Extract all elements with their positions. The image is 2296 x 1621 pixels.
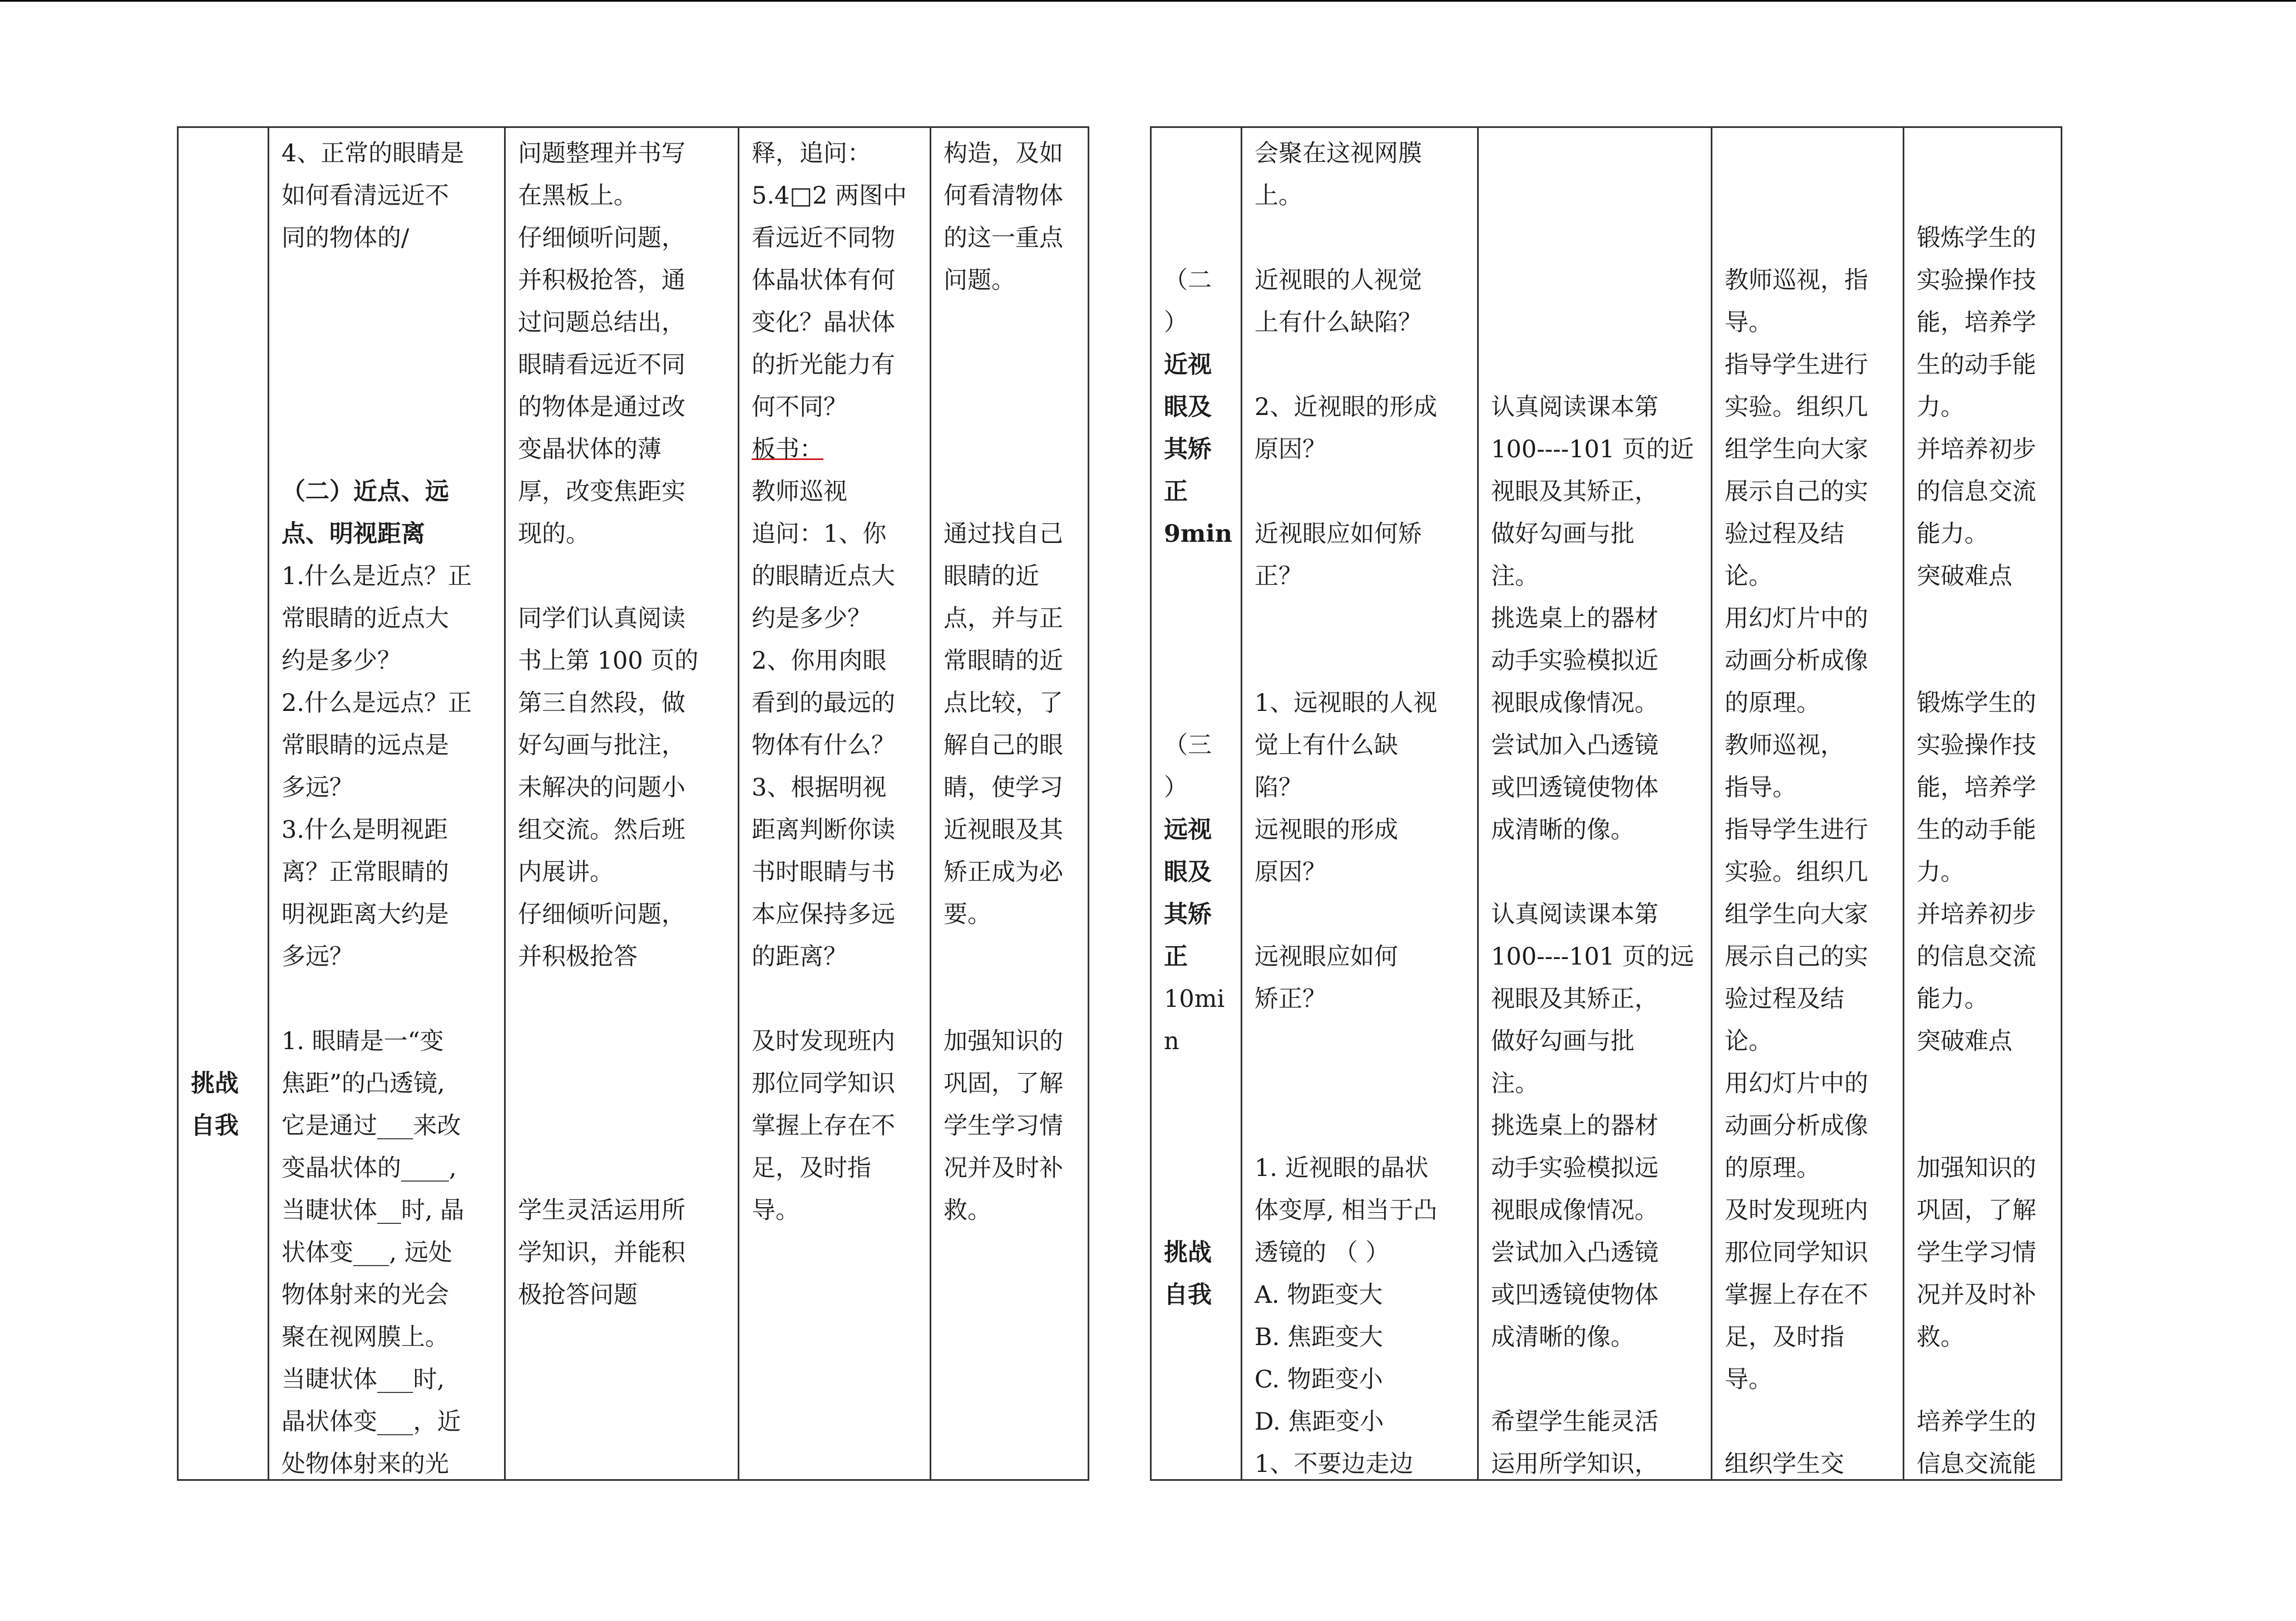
exercise-1: 1. 眼睛是一“变 焦距”的凸透镜, 它是通过___来改 变晶状体的____, 当睫状体__时, 晶 状体变___, 远处 物体射来的光会 聚在视网膜上。 当睫状体___时, 晶状体变___，近 处物体射来的光 <box>282 1027 465 1478</box>
content-continued: 会聚在这视网膜 上。 <box>1255 140 1422 210</box>
section-2-title: （二）近点、远 点、明视距离 <box>282 478 449 548</box>
design-intent-myopia: 锻炼学生的 实验操作技 能，培养学 生的动手能 力。 并培养初步 的信息交流 能力。 突破难点 <box>1917 224 2036 590</box>
student-activity-1: 问题整理并书写 在黑板上。 仔细倾听问题， 并积极抢答，通 过问题总结出， 眼睛看远近不同 的物体是通过改 变晶状体的薄 厚，改变焦距实 现的。 <box>518 140 685 548</box>
teacher-activity-1: 释，追问： 5.4□2 两图中 看远近不同物 体晶状体有何 变化？晶状体 的折光能力有 何不同？ <box>752 140 907 421</box>
hyperopia-questions: 1、远视眼的人视 觉上有什么缺 陷？ 远视眼的形成 原因？ <box>1255 689 1438 886</box>
student-activity-hyperopia: 认真阅读课本第 100----101 页的远 视眼及其矫正， 做好勾画与批 注。 挑选桌上的器材 动手实验模拟远 视眼成像情况。 尝试加入凸透镜 或凹透镜使物体 成清晰的像。 <box>1491 901 1694 1351</box>
hyperopia-correction-question: 远视眼应如何 矫正？ <box>1255 943 1398 1013</box>
student-activity-2: 同学们认真阅读 书上第 100 页的 第三自然段，做 好勾画与批注， 未解决的问题小 组交流。然后班 内展讲。 仔细倾听问题， 并积极抢答 <box>518 605 699 971</box>
student-activity-apply: 希望学生能灵活 运用所学知识， <box>1491 1408 1658 1478</box>
design-intent-consolidate: 加强知识的 巩固，了解 学生学习情 况并及时补 救。 <box>1917 1154 2036 1351</box>
section-3-number: （三 ） <box>1164 732 1212 802</box>
design-intent-3: 加强知识的 巩固，了解 学生学习情 况并及时补 救。 <box>944 1027 1063 1224</box>
section-3-heading: 远视 眼及 其矫 正 <box>1164 816 1212 971</box>
stage-column <box>179 128 269 1479</box>
section-2-heading: 近视 眼及 其矫 正 9min <box>1164 351 1233 548</box>
content-column <box>269 128 506 1479</box>
exercise-choice: 1. 近视眼的晶状 体变厚, 相当于凸 透镜的 （ ） A. 物距变大 B. 焦距变大 C. 物距变小 D. 焦距变小 1、不要边走边 <box>1255 1154 1438 1478</box>
design-intent-1: 构造，及如 何看清物体 的这一重点 问题。 <box>944 140 1063 294</box>
section-column <box>1152 128 1242 1479</box>
design-intent-column-right <box>1904 128 2061 1479</box>
lesson-table-right <box>1150 126 2062 1481</box>
stage-label: 挑战 自我 <box>191 1070 239 1140</box>
lesson-table-left <box>177 126 1089 1481</box>
page-top-border <box>0 0 2296 2</box>
near-far-point-questions: 1.什么是近点？正 常眼睛的近点大 约是多少？ 2.什么是远点？正 常眼睛的远点是 多远？ 3.什么是明视距 离？正常眼睛的 明视距离大约是 多远？ <box>282 562 472 971</box>
design-intent-column <box>931 128 1088 1479</box>
student-activity-myopia: 认真阅读课本第 100----101 页的近 视眼及其矫正， 做好勾画与批 注。 挑选桌上的器材 动手实验模拟近 视眼成像情况。 尝试加入凸透镜 或凹透镜使物体 成清晰的像。 <box>1491 393 1694 844</box>
content-column-right <box>1242 128 1479 1479</box>
stage-label-right: 挑战 自我 <box>1164 1239 1212 1309</box>
question-4: 4、正常的眼睛是 如何看清远近不 同的物体的/ <box>282 140 465 252</box>
myopia-question-1: 近视眼的人视觉 上有什么缺陷？ <box>1255 266 1422 337</box>
myopia-question-2: 2、近视眼的形成 原因？ <box>1255 393 1438 463</box>
section-2-number: （二 ） <box>1164 266 1212 337</box>
teacher-activity-2: 教师巡视 追问：1、你 的眼睛近点大 约是多少？ 2、你用肉眼 看到的最远的 物体有什么？ 3、根据明视 距离判断你读 书时眼睛与书 本应保持多远 的距离？ <box>752 478 895 971</box>
design-intent-communication: 培养学生的 信息交流能 <box>1917 1408 2036 1478</box>
teacher-activity-column <box>739 128 931 1479</box>
student-activity-column <box>506 128 739 1479</box>
teacher-activity-guidance: 教师巡视，指 导。 指导学生进行 实验。组织几 组学生向大家 展示自己的实 验过程及结 论。 用幻灯片中的 动画分析成像 的原理。 教师巡视， 指导。 指导学生进行 实验。组织几 组学生向大家 展示自己的实 验过程及结 论。 用幻灯片中的 动画分析成像 的原理。 及时发现班内 那位同学知识 掌握上存在不 足，及时指 导。 <box>1725 266 1868 1393</box>
board-writing-text: 板书： <box>752 436 823 463</box>
design-intent-hyperopia: 锻炼学生的 实验操作技 能，培养学 生的动手能 力。 并培养初步 的信息交流 能力。 突破难点 <box>1917 689 2036 1055</box>
myopia-question-3: 近视眼应如何矫 正？ <box>1255 520 1422 590</box>
board-writing-label <box>752 428 922 471</box>
teacher-activity-column-right <box>1712 128 1904 1479</box>
design-intent-2: 通过找自己 眼睛的近 点，并与正 常眼睛的近 点比较，了 解自己的眼 睛，使学习 近视眼及其 矫正成为必 要。 <box>944 520 1063 928</box>
teacher-activity-3: 及时发现班内 那位同学知识 掌握上存在不 足，及时指 导。 <box>752 1027 895 1224</box>
section-3-time: 10mi n <box>1164 985 1225 1055</box>
student-activity-3: 学生灵活运用所 学知识，并能积 极抢答问题 <box>518 1197 685 1309</box>
student-activity-column-right <box>1479 128 1712 1479</box>
teacher-activity-organize: 组织学生交 <box>1725 1450 1844 1478</box>
